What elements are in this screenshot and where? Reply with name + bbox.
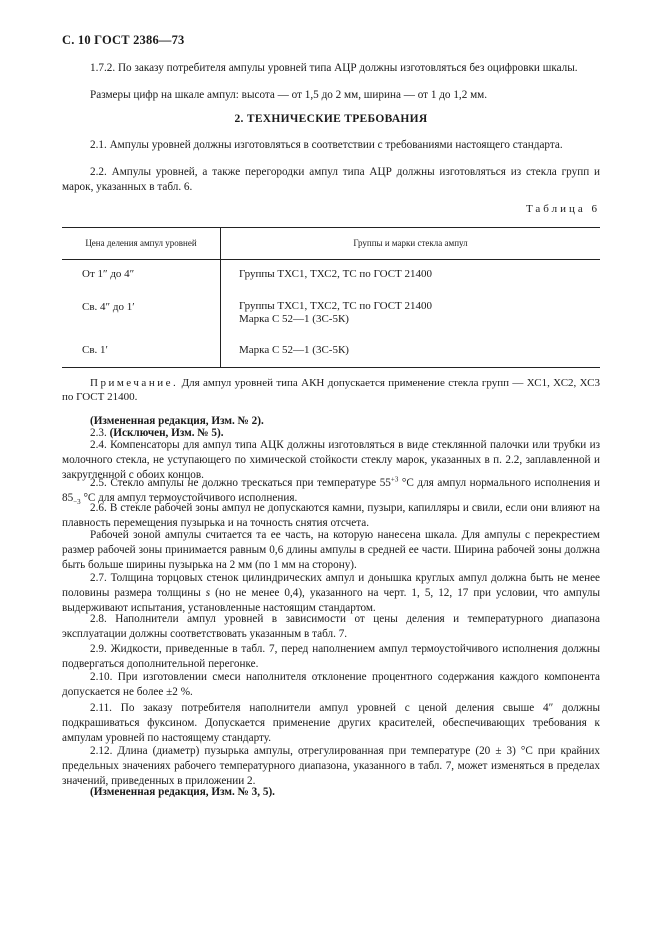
paragraph-work-zone: Рабочей зоной ампулы считается та ее часть, на которую нанесена шкала. Для ампулы с перекрестием размер рабочей зоны принимается равным 0,6 длины ампулы в средней ее части. Ширина рабочей зоны должна быть больше ширины пузырька на 2 мм (по 1 мм на сторону). bbox=[62, 529, 600, 571]
paragraph-2-4: 2.4. Компенсаторы для ампул типа АЦК должны изготовляться в виде стеклянной палочки или трубки из молочного стекла, не уступающего по химической стойкости стеклу марок, указанных в п. 2.2, заплавленной и закругленной с обоих концов. bbox=[62, 439, 600, 481]
paragraph-digit-sizes: Размеры цифр на шкале ампул: высота — от 1,5 до 2 мм, ширина — от 1 до 1,2 мм. bbox=[90, 89, 488, 101]
table-cell-glass bbox=[239, 344, 349, 357]
table-header-division: Цена деления ампул уровней bbox=[85, 238, 197, 248]
superscript-tolerance: +3 bbox=[390, 475, 399, 484]
table-cell-line: Группы ТХС1, ТХС2, ТС по ГОСТ 21400 bbox=[239, 300, 433, 312]
paragraph-2-2: 2.2. Ампулы уровней, а также перегородки ампул типа АЦР должны изготовляться из стекла групп и марок, указанных в табл. 6. bbox=[62, 166, 600, 193]
subscript-tolerance: −3 bbox=[73, 498, 81, 507]
paragraph-2-10: 2.10. При изготовлении смеси наполнителя отклонение процентного содержания каждого компонента допускается не более ±2 %. bbox=[62, 671, 600, 698]
page-header: С. 10 ГОСТ 2386—73 bbox=[62, 33, 185, 47]
table-cell-division: Св. 4″ до 1′ bbox=[82, 301, 135, 313]
note-text: Для ампул уровней типа АКН допускается применение стекла групп — ХС1, ХС2, ХС3 по ГОСТ 21400. bbox=[62, 377, 601, 403]
table-note bbox=[62, 377, 600, 404]
table-cell-division: Св. 1′ bbox=[82, 344, 108, 356]
paragraph-2-8: 2.8. Наполнители ампул уровней в зависимости от цены деления и температурного диапазона эксплуатации должны соответствовать указанным в табл. 7. bbox=[62, 613, 600, 640]
table-cell-line: Группы ТХС1, ТХС2, ТС по ГОСТ 21400 bbox=[239, 268, 433, 280]
table-cell-line: Марка С 52—1 (3С-5К) bbox=[239, 313, 349, 325]
table-caption: Таблица 6 bbox=[525, 203, 600, 215]
table-header-glass: Группы и марки стекла ампул bbox=[353, 238, 468, 248]
table-rule bbox=[62, 259, 600, 260]
table-cell-glass bbox=[239, 300, 432, 326]
text-run: °С для ампул термоустойчивого исполнения. bbox=[80, 492, 298, 504]
thickness-symbol: s bbox=[205, 587, 211, 599]
paragraph-2-7 bbox=[62, 571, 600, 616]
note-label: Примечание. bbox=[90, 377, 179, 389]
paragraph-2-1: 2.1. Ампулы уровней должны изготовляться в соответствии с требованиями настоящего стандарта. bbox=[90, 139, 563, 151]
table-column-divider bbox=[220, 227, 221, 368]
excluded-note: (Исключен, Изм. № 5). bbox=[109, 427, 224, 439]
paragraph-number: 2.3. bbox=[90, 427, 107, 439]
text-run: 2.7. Толщина торцовых стенок цилиндрических ампул и донышка круглых ампул должна быть не менее половины размера толщины bbox=[62, 572, 600, 599]
paragraph-2-6: 2.6. В стекле рабочей зоны ампул не допускаются камни, пузыри, капилляры и свили, если они влияют на плавность перемещения пузырька и на точность снятия отсчета. bbox=[62, 502, 600, 529]
paragraph-2-12: 2.12. Длина (диаметр) пузырька ампулы, отрегулированная при температуре (20 ± 3) °С при крайних предельных значениях рабочего температурного диапазона, указанного в табл. 7, может изменяться в пределах значений, приведенных в приложении 2. bbox=[62, 745, 600, 787]
table-cell-division: От 1″ до 4″ bbox=[82, 268, 135, 280]
amendment-note: (Измененная редакция, Изм. № 3, 5). bbox=[90, 786, 275, 798]
table-rule bbox=[62, 227, 600, 228]
paragraph-2-9: 2.9. Жидкости, приведенные в табл. 7, перед наполнением ампул термоустойчивого исполнения должны подвергаться дополнительной перегонке. bbox=[62, 643, 600, 670]
amendment-note: (Измененная редакция, Изм. № 2). bbox=[90, 415, 264, 427]
table-cell-line: Марка С 52—1 (3С-5К) bbox=[239, 344, 349, 356]
text-run: °С для ампул нормального исполнения и 85 bbox=[62, 477, 601, 504]
table-rule bbox=[62, 367, 600, 368]
text-run: 2.5. Стекло ампулы не должно трескаться при температуре 55 bbox=[90, 477, 391, 489]
paragraph-2-11: 2.11. По заказу потребителя наполнители ампул уровней с ценой деления свыше 4″ должны подкрашиваться фуксином. Допускается применение других красителей, обеспечивающих требования к ампулам уровней по настоящему стандарту. bbox=[62, 702, 600, 744]
text-run: (но не менее 0,4), указанного на черт. 1, 5, 12, 17 при условии, что ампулы выдерживают испытания, установленные настоящим стандартом. bbox=[62, 587, 600, 614]
paragraph-1-7-2: 1.7.2. По заказу потребителя ампулы уровней типа АЦР должны изготовляться без оцифровки шкалы. bbox=[90, 62, 578, 74]
section-title: 2. ТЕХНИЧЕСКИЕ ТРЕБОВАНИЯ bbox=[234, 113, 428, 125]
table-cell-glass bbox=[239, 268, 432, 281]
table-6 bbox=[62, 227, 600, 368]
